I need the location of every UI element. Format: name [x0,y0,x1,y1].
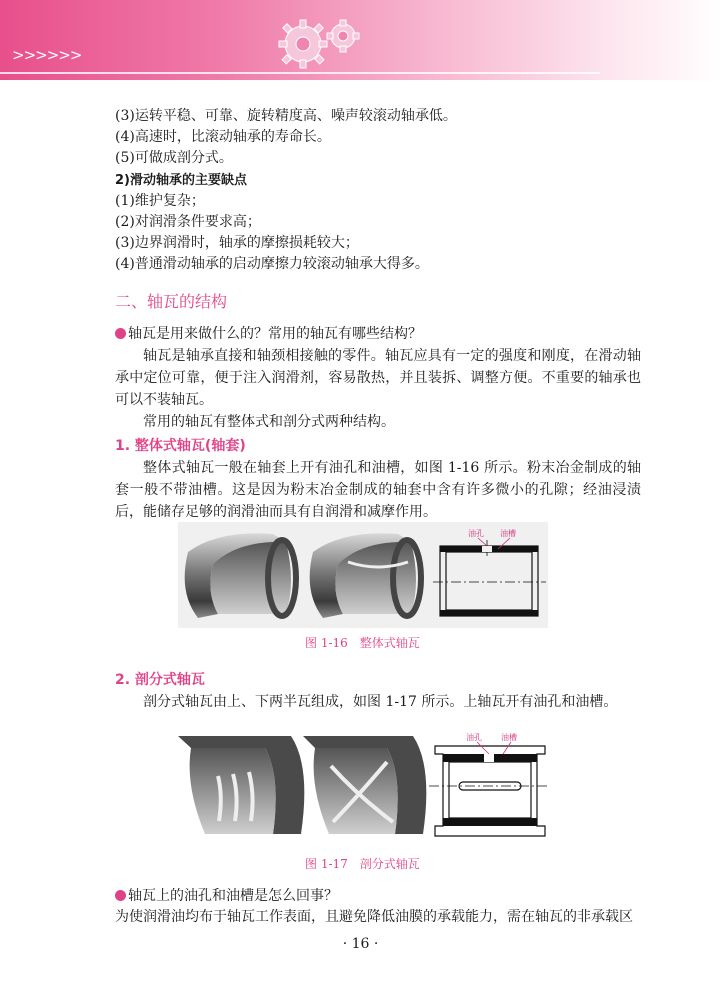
split-bearing-drawing [173,726,549,846]
paragraph: 为使润滑油均布于轴瓦工作表面，且避免降低油膜的承载能力，需在轴瓦的非承载区 [115,909,633,925]
subsection-title: 1. 整体式轴瓦(轴套) [115,438,246,454]
page-number: · 16 · [342,936,379,952]
question-text: 轴瓦是用来做什么的？常用的轴瓦有哪些结构？ [128,326,422,342]
bullet-dot-icon [115,890,126,901]
chevrons-icon: >>>>>> [12,46,82,64]
subheading-disadvantages: 2)滑动轴承的主要缺点 [115,173,247,188]
bullet-dot-icon [115,328,126,339]
text-line: (5)可做成剖分式。 [115,150,233,166]
header-banner [0,0,721,80]
gears-icon [265,12,375,74]
list-item: (2)对润滑条件要求高； [115,214,261,230]
text-line: (4)高速时，比滚动轴承的寿命长。 [115,129,331,145]
label-oil-groove: 油槽 [500,529,516,538]
label-oil-groove: 油槽 [501,733,517,742]
subsection-title: 2. 剖分式轴瓦 [115,672,205,688]
figure-image [178,522,548,628]
paragraph: 剖分式轴瓦由上、下两半瓦组成，如图 1-17 所示。上轴瓦开有油孔和油槽。 [143,694,618,710]
label-oil-hole: 油孔 [468,529,484,538]
list-item: (3)边界润滑时，轴承的摩擦损耗较大； [115,235,359,251]
question [115,886,338,907]
list-item: (1)维护复杂； [115,193,205,209]
figure-image [173,726,549,846]
label-oil-hole: 油孔 [466,733,482,742]
paragraph: 常用的轴瓦有整体式和剖分式两种结构。 [143,414,395,430]
question [115,324,422,345]
section-title: 二、轴瓦的结构 [115,292,228,311]
list-item: (4)普通滑动轴承的启动摩擦力较滚动轴承大得多。 [115,256,429,272]
text-line: (3)运转平稳、可靠、旋转精度高、噪声较滚动轴承低。 [115,108,457,124]
paragraph: 整体式轴瓦一般在轴套上开有油孔和油槽，如图 1-16 所示。粉末冶金制成的轴套一般不带油槽。这是因为粉末冶金制成的轴套中含有许多微小的孔隙；经油浸渍后，能储存足够的润滑油而具有自润滑和减摩作用。 [115,460,641,520]
paragraph: 轴瓦是轴承直接和轴颈相接触的零件。轴瓦应具有一定的强度和刚度，在滑动轴承中定位可靠，便于注入润滑剂，容易散热，并且装拆、调整方便。不重要的轴承也可以不装轴瓦。 [115,348,641,408]
question-text: 轴瓦上的油孔和油槽是怎么回事？ [128,888,338,904]
figure-caption: 图 1-16 整体式轴瓦 [305,636,420,650]
bushing-drawing [178,522,548,628]
figure-caption: 图 1-17 剖分式轴瓦 [305,857,420,871]
